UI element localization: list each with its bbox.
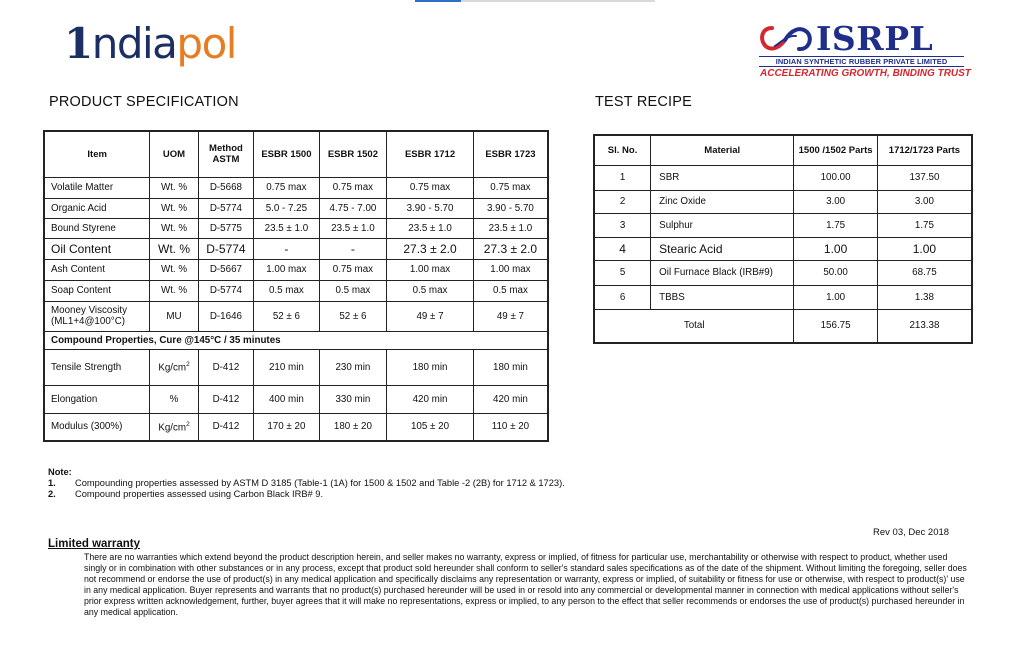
spec-1723: 420 min xyxy=(473,385,548,413)
spec-1500: 5.0 - 7.25 xyxy=(254,198,320,218)
spec-1712: 49 ± 7 xyxy=(387,301,474,331)
isrpl-subtitle: INDIAN SYNTHETIC RUBBER PRIVATE LIMITED xyxy=(759,56,964,67)
spec-1500: 170 ± 20 xyxy=(254,413,320,441)
spec-uom: Wt. % xyxy=(150,177,198,198)
spec-item: Organic Acid xyxy=(44,198,150,218)
spec-1502: - xyxy=(319,238,387,259)
indiapol-logo-pol: pol xyxy=(176,19,236,68)
table-row xyxy=(594,165,972,190)
spec-uom: $Kg/cm^2$ xyxy=(150,349,198,385)
table-row xyxy=(44,177,548,198)
spec-1500: 210 min xyxy=(254,349,320,385)
recipe-total-label: Total xyxy=(594,309,794,343)
recipe-1500: 3.00 xyxy=(794,190,878,213)
table-row xyxy=(594,237,972,260)
recipe-no: 6 xyxy=(594,285,651,309)
spec-1712: 105 ± 20 xyxy=(387,413,474,441)
spec-1502: 4.75 - 7.00 xyxy=(319,198,387,218)
spec-header-row xyxy=(44,131,548,177)
spec-1502: 0.75 max xyxy=(319,259,387,280)
recipe-header-1712: 1712/1723 Parts xyxy=(877,135,972,165)
table-row xyxy=(594,190,972,213)
spec-1723: 23.5 ± 1.0 xyxy=(473,218,548,238)
spec-1500: 1.00 max xyxy=(254,259,320,280)
spec-1502: 330 min xyxy=(319,385,387,413)
recipe-1712: 1.00 xyxy=(877,237,972,260)
spec-1502: 0.5 max xyxy=(319,280,387,301)
spec-1712: 27.3 ± 2.0 xyxy=(387,238,474,259)
spec-1500: 400 min xyxy=(254,385,320,413)
spec-1712: 0.75 max xyxy=(387,177,474,198)
spec-uom: Wt. % xyxy=(150,198,198,218)
spec-header-esbr1500: ESBR 1500 xyxy=(254,131,320,177)
spec-uom: Wt. % xyxy=(150,218,198,238)
recipe-1712: 1.38 xyxy=(877,285,972,309)
recipe-no: 5 xyxy=(594,260,651,285)
spec-item: Tensile Strength xyxy=(44,349,150,385)
spec-1723: 27.3 ± 2.0 xyxy=(473,238,548,259)
note-title: Note: xyxy=(48,467,72,477)
spec-1502: 52 ± 6 xyxy=(319,301,387,331)
recipe-no: 1 xyxy=(594,165,651,190)
top-scroll-indicator-thumb xyxy=(415,0,461,2)
compound-header-row xyxy=(44,331,548,349)
spec-1500: 23.5 ± 1.0 xyxy=(254,218,320,238)
recipe-1500: 50.00 xyxy=(794,260,878,285)
spec-header-item: Item xyxy=(44,131,150,177)
indiapol-logo xyxy=(64,14,236,74)
recipe-header-row xyxy=(594,135,972,165)
spec-1723: 180 min xyxy=(473,349,548,385)
spec-1500: 0.5 max xyxy=(254,280,320,301)
spec-uom: Wt. % xyxy=(150,259,198,280)
spec-item: Volatile Matter xyxy=(44,177,150,198)
recipe-header-slno: Sl. No. xyxy=(594,135,651,165)
indiapol-logo-one: 1 xyxy=(64,19,92,68)
spec-method: D-412 xyxy=(198,413,253,441)
spec-uom: Wt. % xyxy=(150,280,198,301)
note-item-text: Compounding properties assessed by ASTM D 3185 (Table-1 (1A) for 1500 & 1502 and Table -2 (2B) for 1712 & 1723). xyxy=(75,478,565,488)
spec-method: D-5774 xyxy=(198,198,253,218)
recipe-1500: 1.00 xyxy=(794,285,878,309)
spec-header-method: Method ASTM xyxy=(198,131,253,177)
recipe-1712: 68.75 xyxy=(877,260,972,285)
table-row xyxy=(594,213,972,237)
spec-1712: 1.00 max xyxy=(387,259,474,280)
top-scroll-indicator xyxy=(415,0,655,2)
recipe-1712: 137.50 xyxy=(877,165,972,190)
table-row xyxy=(44,218,548,238)
table-row xyxy=(44,385,548,413)
spec-method: D-412 xyxy=(198,349,253,385)
isrpl-tagline: ACCELERATING GROWTH, BINDING TRUST xyxy=(760,68,971,79)
recipe-1500: 1.75 xyxy=(794,213,878,237)
spec-1502: 180 ± 20 xyxy=(319,413,387,441)
spec-uom: $Kg/cm^2$ xyxy=(150,413,198,441)
spec-method: D-5774 xyxy=(198,280,253,301)
recipe-no: 2 xyxy=(594,190,651,213)
spec-1500: - xyxy=(254,238,320,259)
test-recipe-table xyxy=(593,134,973,344)
spec-1723: 49 ± 7 xyxy=(473,301,548,331)
spec-1502: 230 min xyxy=(319,349,387,385)
recipe-1500: 100.00 xyxy=(794,165,878,190)
recipe-material: SBR xyxy=(651,165,794,190)
recipe-total-1712: 213.38 xyxy=(877,309,972,343)
spec-1723: 0.5 max xyxy=(473,280,548,301)
product-spec-title: PRODUCT SPECIFICATION xyxy=(49,94,239,110)
spec-item: Mooney Viscosity (ML1+4@100°C) xyxy=(44,301,150,331)
table-row xyxy=(44,259,548,280)
spec-1712: 180 min xyxy=(387,349,474,385)
spec-method: D-5667 xyxy=(198,259,253,280)
table-row xyxy=(594,285,972,309)
spec-method: D-5775 xyxy=(198,218,253,238)
table-row xyxy=(44,280,548,301)
note-item xyxy=(48,489,565,500)
recipe-material: Oil Furnace Black (IRB#9) xyxy=(651,260,794,285)
spec-1723: 1.00 max xyxy=(473,259,548,280)
note-item-number: 2. xyxy=(48,489,56,499)
spec-method: D-5668 xyxy=(198,177,253,198)
spec-1502: 23.5 ± 1.0 xyxy=(319,218,387,238)
table-row xyxy=(44,413,548,441)
spec-1723: 3.90 - 5.70 xyxy=(473,198,548,218)
note-block xyxy=(48,467,565,500)
spec-uom: % xyxy=(150,385,198,413)
spec-1502: 0.75 max xyxy=(319,177,387,198)
isrpl-logo xyxy=(756,19,971,82)
spec-item: Ash Content xyxy=(44,259,150,280)
recipe-1500: 1.00 xyxy=(794,237,878,260)
spec-1500: 52 ± 6 xyxy=(254,301,320,331)
spec-1723: 0.75 max xyxy=(473,177,548,198)
spec-method: D-1646 xyxy=(198,301,253,331)
product-spec-table xyxy=(43,130,549,442)
recipe-material: Zinc Oxide xyxy=(651,190,794,213)
note-item-number: 1. xyxy=(48,478,56,488)
table-row xyxy=(44,238,548,259)
spec-1712: 420 min xyxy=(387,385,474,413)
spec-1712: 3.90 - 5.70 xyxy=(387,198,474,218)
spec-header-esbr1723: ESBR 1723 xyxy=(473,131,548,177)
spec-item: Modulus (300%) xyxy=(44,413,150,441)
spec-header-esbr1502: ESBR 1502 xyxy=(319,131,387,177)
infinity-logo-icon xyxy=(758,24,814,54)
spec-1500: 0.75 max xyxy=(254,177,320,198)
isrpl-name: ISRPL xyxy=(816,19,934,58)
compound-properties-header: Compound Properties, Cure @145°C / 35 minutes xyxy=(44,331,548,349)
table-row xyxy=(44,198,548,218)
spec-uom: MU xyxy=(150,301,198,331)
revision-label: Rev 03, Dec 2018 xyxy=(873,527,950,538)
limited-warranty-title: Limited warranty xyxy=(48,538,141,550)
table-row xyxy=(594,260,972,285)
recipe-no: 3 xyxy=(594,213,651,237)
recipe-material: Sulphur xyxy=(651,213,794,237)
indiapol-logo-ndia: ndia xyxy=(91,19,177,68)
note-item xyxy=(48,478,565,489)
spec-item: Elongation xyxy=(44,385,150,413)
table-row xyxy=(44,301,548,331)
spec-header-esbr1712: ESBR 1712 xyxy=(387,131,474,177)
spec-1723: 110 ± 20 xyxy=(473,413,548,441)
recipe-material: Stearic Acid xyxy=(651,237,794,260)
recipe-1712: 1.75 xyxy=(877,213,972,237)
recipe-header-material: Material xyxy=(651,135,794,165)
spec-header-uom: UOM xyxy=(150,131,198,177)
spec-method: D-412 xyxy=(198,385,253,413)
spec-item: Oil Content xyxy=(44,238,150,259)
spec-uom: Wt. % xyxy=(150,238,198,259)
recipe-total-1500: 156.75 xyxy=(794,309,878,343)
spec-item: Bound Styrene xyxy=(44,218,150,238)
table-row xyxy=(44,349,548,385)
spec-method: D-5774 xyxy=(198,238,253,259)
limited-warranty-body: There are no warranties which extend beyond the product description herein, and seller makes no warranty, express or implied, of fitness for particular use, merchantability or otherwise with respect to product, whether used singly or in combination with other substances or in any process, except that product sold hereunder shall conform to seller's standard sales specifications as of the date of the shipment. Without limiting the foregoing, seller does not recommend or endorse the use of product(s) in any medical application and specifically disclaims any representation or warranty, express or implied, of suitability or fitness for use or otherwise, with respect to product(s)' use in any medical application. Buyer represents and warrants that no product(s) purchased hereunder will be used in or resold into any commercial or developmental manner in connection with medical applications without seller's prior express written acknowledgement, further, buyer agrees that it will make no representations, express or implied, to any person to the effect that seller recommends or endorses the use of product(s) purchased hereunder in any medical application. xyxy=(84,552,967,618)
spec-1712: 23.5 ± 1.0 xyxy=(387,218,474,238)
recipe-header-1500: 1500 /1502 Parts xyxy=(794,135,878,165)
spec-1712: 0.5 max xyxy=(387,280,474,301)
recipe-total-row xyxy=(594,309,972,343)
recipe-no: 4 xyxy=(594,237,651,260)
spec-item: Soap Content xyxy=(44,280,150,301)
note-item-text: Compound properties assessed using Carbon Black IRB# 9. xyxy=(75,489,324,499)
test-recipe-title: TEST RECIPE xyxy=(595,94,693,110)
recipe-material: TBBS xyxy=(651,285,794,309)
recipe-1712: 3.00 xyxy=(877,190,972,213)
